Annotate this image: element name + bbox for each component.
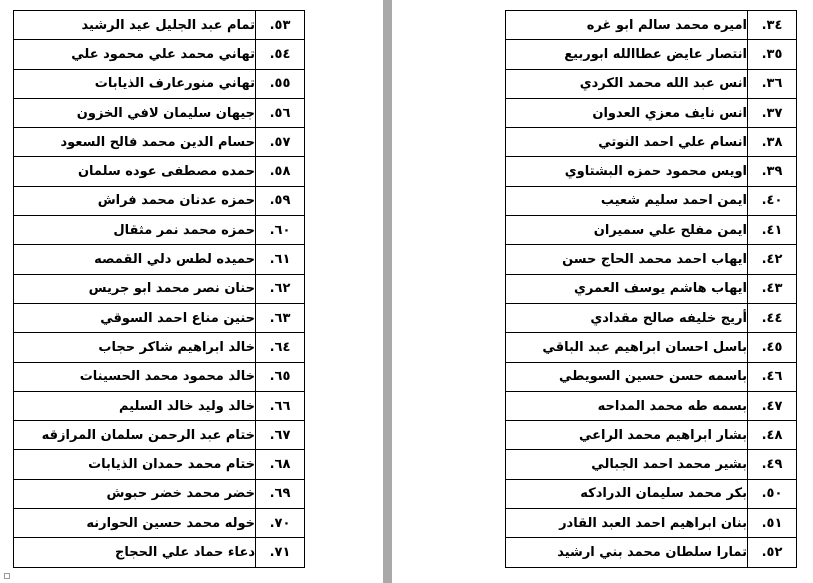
- student-name: تهاني محمد علي محمود علي: [14, 40, 256, 69]
- table-row: [14, 11, 305, 40]
- student-name: بنان ابراهيم احمد العبد القادر: [506, 509, 748, 538]
- table-row: [14, 69, 305, 98]
- row-number: ٥٢.: [748, 538, 797, 567]
- table-row: [506, 391, 797, 420]
- student-name: انتصار عايض عطاالله ابوربيع: [506, 40, 748, 69]
- row-number: ٧٠.: [256, 509, 305, 538]
- table-row: [14, 245, 305, 274]
- table-row: [14, 362, 305, 391]
- student-name: باسل احسان ابراهيم عبد الباقي: [506, 333, 748, 362]
- row-number: ٦٩.: [256, 479, 305, 508]
- row-number: ٦٥.: [256, 362, 305, 391]
- row-number: ٤٢.: [748, 245, 797, 274]
- table-row: [506, 274, 797, 303]
- row-number: ٥٧.: [256, 128, 305, 157]
- student-name: انسام علي احمد النوتي: [506, 128, 748, 157]
- table-row: [14, 509, 305, 538]
- table-row: [506, 479, 797, 508]
- left-page: [0, 0, 383, 583]
- table-row: [14, 333, 305, 362]
- row-number: ٣٦.: [748, 69, 797, 98]
- row-number: ٦٦.: [256, 391, 305, 420]
- student-name: بكر محمد سليمان الدرادكه: [506, 479, 748, 508]
- row-number: ٦٤.: [256, 333, 305, 362]
- student-name: تمام عبد الجليل عيد الرشيد: [14, 11, 256, 40]
- table-row: [506, 186, 797, 215]
- table-row: [506, 69, 797, 98]
- names-table-left: [13, 10, 305, 568]
- table-row: [14, 450, 305, 479]
- student-name: ختام محمد حمدان الذيابات: [14, 450, 256, 479]
- row-number: ٥٥.: [256, 69, 305, 98]
- row-number: ٣٧.: [748, 98, 797, 127]
- row-number: ٤٠.: [748, 186, 797, 215]
- student-name: خوله محمد حسين الحوارنه: [14, 509, 256, 538]
- student-name: حنان نصر محمد ابو جريس: [14, 274, 256, 303]
- student-name: أريج خليفه صالح مقدادي: [506, 303, 748, 332]
- row-number: ٤٨.: [748, 421, 797, 450]
- row-number: ٤٤.: [748, 303, 797, 332]
- student-name: ايهاب هاشم يوسف العمري: [506, 274, 748, 303]
- table-row: [506, 216, 797, 245]
- row-number: ٤٦.: [748, 362, 797, 391]
- table-row: [14, 391, 305, 420]
- row-number: ٤١.: [748, 216, 797, 245]
- table-row: [506, 509, 797, 538]
- table-row: [14, 303, 305, 332]
- page-gutter: [383, 0, 392, 583]
- row-number: ٥٣.: [256, 11, 305, 40]
- student-name: حمزه عدنان محمد فراش: [14, 186, 256, 215]
- right-page: [392, 0, 813, 583]
- table-row: [506, 98, 797, 127]
- student-name: انس نايف معزي العدوان: [506, 98, 748, 127]
- table-row: [14, 479, 305, 508]
- table-row: [506, 450, 797, 479]
- table-row: [14, 128, 305, 157]
- row-number: ٣٥.: [748, 40, 797, 69]
- student-name: اويس محمود حمزه البشتاوي: [506, 157, 748, 186]
- student-name: تهاني منورعارف الذيابات: [14, 69, 256, 98]
- row-number: ٦٨.: [256, 450, 305, 479]
- student-name: بسمه طه محمد المداحه: [506, 391, 748, 420]
- row-number: ٥٤.: [256, 40, 305, 69]
- student-name: حمده مصطفى عوده سلمان: [14, 157, 256, 186]
- row-number: ٣٨.: [748, 128, 797, 157]
- row-number: ٤٥.: [748, 333, 797, 362]
- student-name: انس عبد الله محمد الكردي: [506, 69, 748, 98]
- student-name: خالد ابراهيم شاكر حجاب: [14, 333, 256, 362]
- row-number: ٥٠.: [748, 479, 797, 508]
- table-row: [506, 157, 797, 186]
- row-number: ٥١.: [748, 509, 797, 538]
- student-name: دعاء حماد علي الحجاج: [14, 538, 256, 567]
- table-row: [14, 98, 305, 127]
- student-name: ختام عبد الرحمن سلمان المرازقه: [14, 421, 256, 450]
- student-name: جيهان سليمان لافي الخزون: [14, 98, 256, 127]
- table-row: [506, 538, 797, 567]
- table-row: [506, 333, 797, 362]
- student-name: باسمه حسن حسين السويطي: [506, 362, 748, 391]
- row-number: ٦٣.: [256, 303, 305, 332]
- table-row: [506, 128, 797, 157]
- row-number: ٥٩.: [256, 186, 305, 215]
- student-name: حمزه محمد نمر مثقال: [14, 216, 256, 245]
- row-number: ٤٩.: [748, 450, 797, 479]
- student-name: تمارا سلطان محمد بني ارشيد: [506, 538, 748, 567]
- student-name: ايمن مفلح علي سميران: [506, 216, 748, 245]
- table-row: [14, 538, 305, 567]
- student-name: ايمن احمد سليم شعيب: [506, 186, 748, 215]
- row-number: ٣٩.: [748, 157, 797, 186]
- student-name: بشير محمد احمد الجبالي: [506, 450, 748, 479]
- row-number: ٥٨.: [256, 157, 305, 186]
- table-row: [506, 421, 797, 450]
- student-name: خالد وليد خالد السليم: [14, 391, 256, 420]
- page-corner-mark: [4, 573, 10, 579]
- table-row: [14, 216, 305, 245]
- student-name: خضر محمد خضر حبوش: [14, 479, 256, 508]
- row-number: ٣٤.: [748, 11, 797, 40]
- table-row: [14, 40, 305, 69]
- names-table-right: [505, 10, 797, 568]
- student-name: حميده لطس دلي القمصه: [14, 245, 256, 274]
- table-row: [506, 40, 797, 69]
- table-row: [14, 157, 305, 186]
- table-row: [14, 421, 305, 450]
- row-number: ٥٦.: [256, 98, 305, 127]
- row-number: ٦١.: [256, 245, 305, 274]
- row-number: ٧١.: [256, 538, 305, 567]
- row-number: ٤٧.: [748, 391, 797, 420]
- student-name: خالد محمود محمد الحسينات: [14, 362, 256, 391]
- table-row: [14, 274, 305, 303]
- row-number: ٦٢.: [256, 274, 305, 303]
- row-number: ٦٧.: [256, 421, 305, 450]
- student-name: بشار ابراهيم محمد الراعي: [506, 421, 748, 450]
- table-row: [506, 303, 797, 332]
- student-name: ايهاب احمد محمد الحاج حسن: [506, 245, 748, 274]
- table-row: [506, 245, 797, 274]
- student-name: حنين مناع احمد السوقي: [14, 303, 256, 332]
- student-name: اميره محمد سالم ابو غره: [506, 11, 748, 40]
- table-row: [14, 186, 305, 215]
- student-name: حسام الدين محمد فالح السعود: [14, 128, 256, 157]
- table-row: [506, 362, 797, 391]
- row-number: ٦٠.: [256, 216, 305, 245]
- row-number: ٤٣.: [748, 274, 797, 303]
- table-row: [506, 11, 797, 40]
